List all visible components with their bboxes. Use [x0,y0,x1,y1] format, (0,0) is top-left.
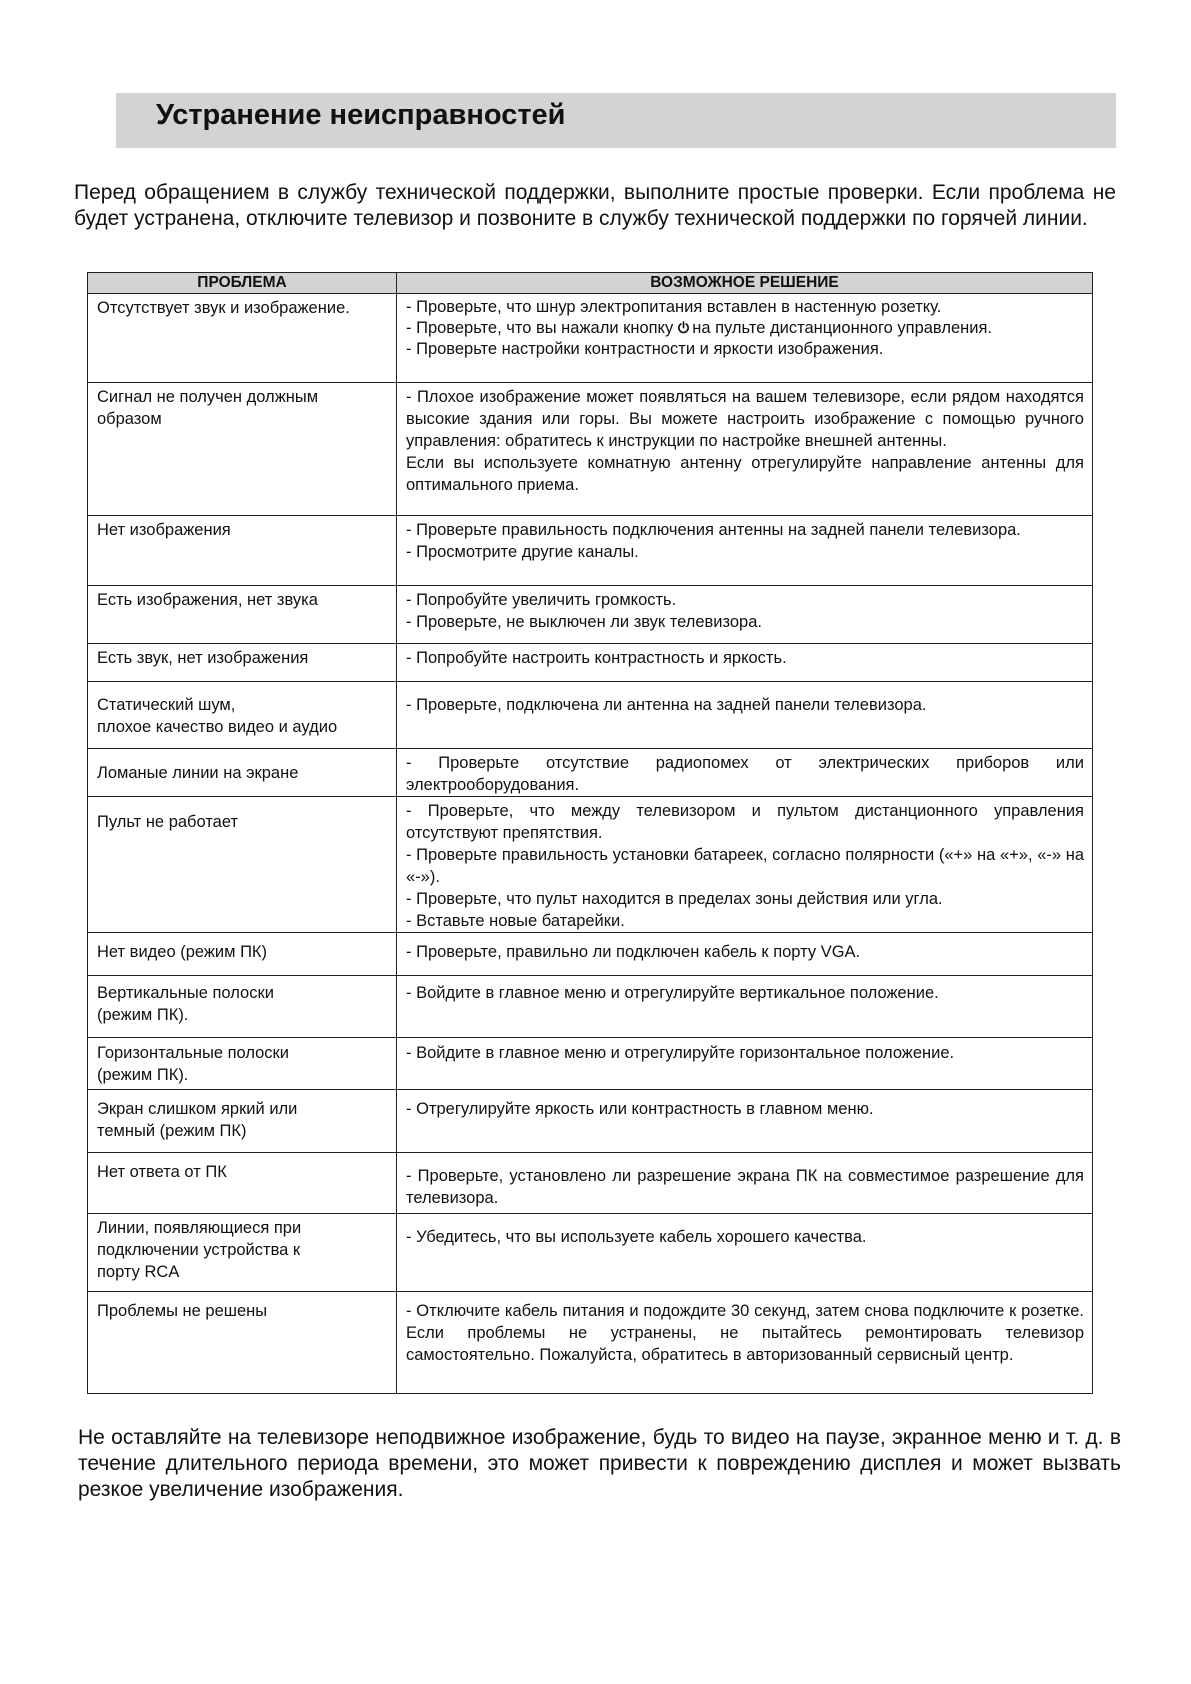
problem-text: Нет ответа от ПК [97,1163,227,1181]
problem-text: Проблемы не решены [97,1302,268,1320]
problem-text: Есть изображения, нет звука [97,591,318,609]
solution-text: - Проверьте отсутствие радиопомех от электрических приборов или электрооборудования. [406,754,1084,794]
problem-text: Нет изображения [97,521,231,539]
solution-text: - Проверьте, правильно ли подключен кабель к порту VGA. [406,943,861,961]
solution-text: - Проверьте, не выключен ли звук телевизора. [406,613,762,631]
problem-text: подключении устройства к [97,1241,301,1259]
table-header-row [88,273,1093,294]
power-icon [677,321,690,334]
table-row [88,933,1093,976]
problem-cell [88,1292,397,1394]
solution-cell [397,1153,1093,1214]
table-row [88,749,1093,797]
problem-cell [88,644,397,682]
table-row [88,1090,1093,1153]
warning-paragraph: Не оставляйте на телевизоре неподвижное изображение, будь то видео на паузе, экранное меню и т. д. в течение длительного периода времени, это может привести к повреждению дисплея и может вызвать резкое увеличение изображения. [78,1426,1121,1501]
troubleshooting-table [87,272,1093,1394]
solution-text: на пульте дистанционного управления. [692,319,992,337]
solution-text: - Проверьте правильность подключения антенны на задней панели телевизора. [406,521,1021,539]
solution-cell [397,294,1093,383]
problem-text: Нет видео (режим ПК) [97,943,268,961]
solution-cell [397,644,1093,682]
solution-text: - Проверьте, что шнур электропитания вставлен в настенную розетку. [406,298,942,316]
solution-cell [397,1090,1093,1153]
table-row [88,294,1093,383]
solution-text: Если вы используете комнатную антенну отрегулируйте направление антенны для оптимального приема. [406,454,1084,494]
problem-text: Пульт не работает [97,813,239,831]
problem-cell [88,516,397,586]
solution-text: - Просмотрите другие каналы. [406,543,639,561]
problem-text: (режим ПК). [97,1006,189,1024]
solution-cell [397,976,1093,1038]
problem-cell [88,294,397,383]
table-row [88,383,1093,516]
solution-cell [397,586,1093,644]
solution-text: - Проверьте настройки контрастности и яркости изображения. [406,340,884,358]
problem-cell [88,976,397,1038]
solution-text: - Проверьте, что пульт находится в пределах зоны действия или угла. [406,890,943,908]
solution-cell [397,682,1093,749]
solution-text: - Войдите в главное меню и отрегулируйте горизонтальное положение. [406,1044,955,1062]
header-solution: ВОЗМОЖНОЕ РЕШЕНИЕ [397,273,1093,294]
table-row [88,1038,1093,1090]
problem-cell [88,1214,397,1292]
problem-cell [88,1153,397,1214]
problem-cell [88,682,397,749]
solution-text: - Попробуйте настроить контрастность и яркость. [406,649,787,667]
problem-cell [88,749,397,797]
table-row [88,797,1093,933]
table-row [88,1214,1093,1292]
solution-cell [397,797,1093,933]
solution-text: - Проверьте, подключена ли антенна на задней панели телевизора. [406,696,927,714]
solution-text: - Проверьте правильность установки батареек, согласно полярности («+» на «+», «-» на «-»). [406,846,1084,886]
table-row [88,586,1093,644]
table-row [88,644,1093,682]
solution-text: - Попробуйте увеличить громкость. [406,591,677,609]
problem-text: порту RCA [97,1263,180,1281]
solution-cell [397,1292,1093,1394]
header-problem: ПРОБЛЕМА [88,273,397,294]
problem-text: Вертикальные полоски [97,984,274,1002]
table-row [88,1292,1093,1394]
title-band [116,93,1116,148]
solution-cell [397,383,1093,516]
table-row [88,1153,1093,1214]
solution-text: - Проверьте, установлено ли разрешение экрана ПК на совместимое разрешение для телевизора. [406,1167,1084,1207]
solution-text: - Войдите в главное меню и отрегулируйте вертикальное положение. [406,984,939,1002]
problem-text: Линии, появляющиеся при [97,1219,302,1237]
solution-cell [397,1038,1093,1090]
problem-cell [88,383,397,516]
table-row [88,976,1093,1038]
solution-cell [397,516,1093,586]
solution-cell [397,933,1093,976]
problem-text: (режим ПК). [97,1066,189,1084]
problem-text: Статический шум, [97,696,236,714]
page-title: Устранение неисправностей [156,99,566,131]
problem-cell [88,1038,397,1090]
problem-text: плохое качество видео и аудио [97,718,338,736]
solution-text: - Отрегулируйте яркость или контрастность в главном меню. [406,1100,874,1118]
intro-paragraph: Перед обращением в службу технической поддержки, выполните простые проверки. Если проблема не будет устранена, отключите телевизор и позвоните в службу технической поддержки по горячей линии. [74,181,1116,230]
problem-cell [88,797,397,933]
solution-text: - Плохое изображение может появляться на вашем телевизоре, если рядом находятся высокие здания или горы. Вы можете настроить изображение с помощью ручного управления: обратитесь к инструкции по настройке внешней антенны. [406,388,1084,450]
solution-text: - Вставьте новые батарейки. [406,912,625,930]
problem-text: темный (режим ПК) [97,1122,247,1140]
table-row [88,516,1093,586]
problem-text: Есть звук, нет изображения [97,649,309,667]
solution-text: - Убедитесь, что вы используете кабель хорошего качества. [406,1228,867,1246]
solution-cell [397,749,1093,797]
problem-text: образом [97,410,162,428]
problem-cell [88,586,397,644]
problem-cell [88,1090,397,1153]
table-row [88,682,1093,749]
problem-text: Экран слишком яркий или [97,1100,298,1118]
problem-text: Сигнал не получен должным [97,388,319,406]
solution-text: - Проверьте, что вы нажали кнопку [406,319,674,337]
solution-text: - Проверьте, что между телевизором и пультом дистанционного управления отсутствуют препятствия. [406,802,1084,842]
solution-text: - Отключите кабель питания и подождите 30 секунд, затем снова подключите к розетке. Если проблемы не устранены, не пытайтесь ремонтировать телевизор самостоятельно. Пожалуйста, обратитесь в авторизованный сервисный центр. [406,1302,1084,1364]
solution-text-with-icon [406,318,1084,339]
problem-text: Ломаные линии на экране [97,763,299,782]
problem-cell [88,933,397,976]
solution-cell [397,1214,1093,1292]
problem-text: Отсутствует звук и изображение. [97,299,350,317]
problem-text: Горизонтальные полоски [97,1044,289,1062]
